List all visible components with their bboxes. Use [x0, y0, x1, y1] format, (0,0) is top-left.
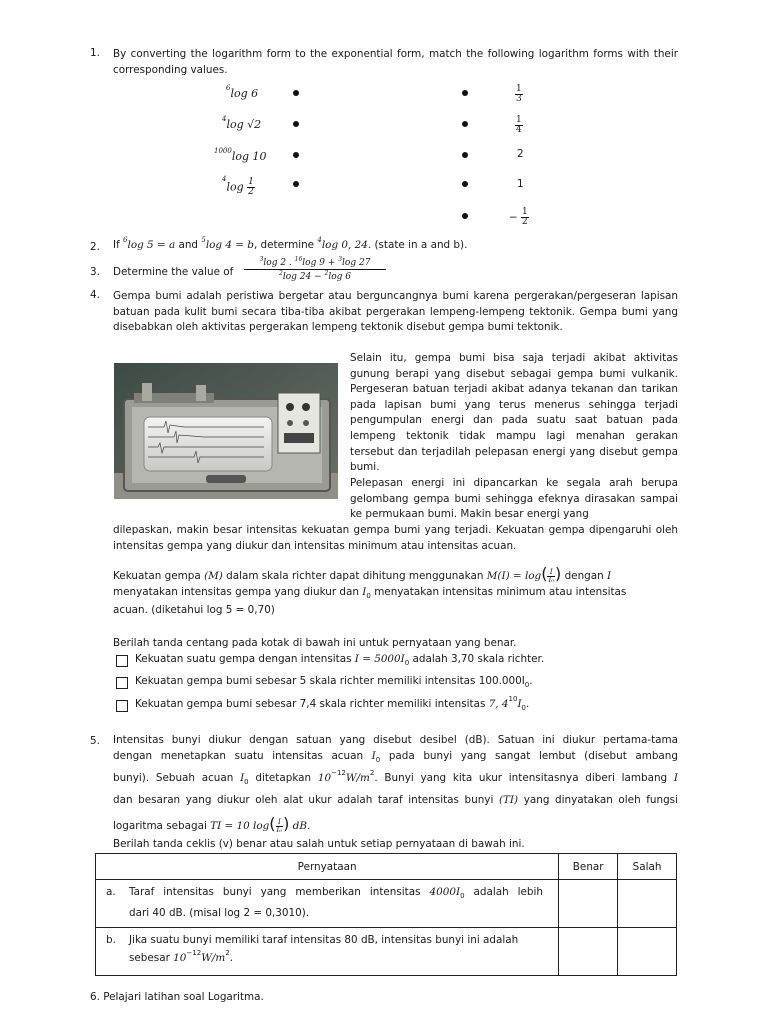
- match-dot-right-3[interactable]: [462, 152, 468, 158]
- table-row: [96, 880, 677, 928]
- benar-cell-b[interactable]: [559, 928, 618, 976]
- match-dot-right-4[interactable]: [462, 181, 468, 187]
- q1-right-5: − $\frac{1}{2}$: [509, 207, 528, 227]
- match-dot-right-1[interactable]: [462, 90, 468, 96]
- salah-cell-a[interactable]: [618, 880, 677, 928]
- q4-formula-line: Kekuatan gempa (M) dalam skala richter dapat dihitung menggunakan M(I) = log( $\frac{I}{\text{I₀}}$ ) dengan I: [113, 564, 612, 584]
- header-salah: Salah: [618, 854, 677, 880]
- seismograph-illustration: [114, 363, 338, 499]
- q5-line-3: bunyi). Sebuah acuan I0 ditetapkan $10^{-12}W/m^2$. Bunyi yang kita ukur intensitasnya diberi lambang I: [113, 769, 678, 786]
- q5-line-4: dan besaran yang diukur oleh alat ukur adalah taraf intensitas bunyi (TI) yang dinyatakan oleh fungsi: [113, 794, 678, 806]
- q1-left-1: $^6$log 6: [226, 84, 259, 100]
- q4-paragraph-2: Selain itu, gempa bumi bisa saja terjadi akibat aktivitas gunung berapi yang disebut sebagai gempa bumi vulkanik. Pergeseran batuan terjadi akibat adanya tekanan dan tarikan pada lapisan bumi yang terus menerus sehingga terjadi pengumpulan energi dan pada suatu saat batuan pada lempeng tektonik tidak mampu lagi menahan gerakan tersebut dan terjadilah pelepasan energi yang disebut gempa bumi.: [350, 352, 678, 474]
- table-row: [96, 928, 677, 976]
- q4-option-1: Kekuatan suatu gempa dengan intensitas I = 5000I0 adalah 3,70 skala richter.: [135, 653, 545, 667]
- match-dot-left-4[interactable]: [293, 181, 299, 187]
- q1-right-1: $\frac{1}{3}$: [516, 84, 522, 104]
- q1-number: 1.: [90, 47, 100, 59]
- header-pernyataan: Pernyataan: [96, 854, 559, 880]
- q4-option-3: Kekuatan gempa bumi sebesar 7,4 skala richter memiliki intensitas 7, $4^{10}I0$.: [135, 695, 530, 712]
- match-dot-right-2[interactable]: [462, 121, 468, 127]
- q1-right-3: 2: [517, 148, 524, 160]
- table-header-row: [96, 854, 677, 880]
- statement-cell-b: b. Jika suatu bunyi memiliki taraf intensitas 80 dB, intensitas bunyi ini adalah sebesar $10^{-12}W/m^2$.: [96, 928, 559, 976]
- benar-cell-a[interactable]: [559, 880, 618, 928]
- q5-table: [95, 853, 677, 976]
- q3-denominator: $^2$log 24 − $^2$log 6: [279, 270, 351, 282]
- q5-line-5: logaritma sebagai TI = 10 log( $\frac{I}{\text{I₀}}$ ) dB.: [113, 814, 311, 834]
- q1-left-3: $^{1000}$log 10: [214, 147, 267, 163]
- q1-right-2: $\frac{1}{4}$: [516, 115, 522, 135]
- q4-paragraph-1: Gempa bumi adalah peristiwa bergetar atau berguncangnya bumi karena pergerakan/pergeseran lapisan batuan pada kulit bumi secara tiba-tiba akibat pergerakan lempeng-lempeng tektonik. Gempa bumi yang disebabkan oleh aktivitas pergerakan lempeng tektonik disebut gempa bumi tektonik.: [113, 290, 678, 334]
- q3-text: Determine the value of: [113, 266, 234, 278]
- q4-checkbox-3[interactable]: [116, 700, 128, 712]
- q5-instruction: Berilah tanda ceklis (v) benar atau salah untuk setiap pernyataan di bawah ini.: [113, 838, 525, 850]
- q4-formula-line-3: acuan. (diketahui log 5 = 0,70): [113, 604, 275, 616]
- q3-number: 3.: [90, 266, 100, 278]
- match-dot-left-3[interactable]: [293, 152, 299, 158]
- seismograph-photo: [114, 363, 338, 499]
- q4-option-2: Kekuatan gempa bumi sebesar 5 skala richter memiliki intensitas 100.000I0.: [135, 675, 533, 689]
- header-benar: Benar: [559, 854, 618, 880]
- q2-text: If $^6$log 5 = a and $^5$log 4 = b, determine $^4$log 0, 24. (state in a and b).: [113, 236, 468, 251]
- q1-left-4: $^4$log $\frac{1}{2}$: [222, 175, 254, 197]
- q4-instruction: Berilah tanda centang pada kotak di bawah ini untuk pernyataan yang benar.: [113, 637, 517, 649]
- half-fraction: $\frac{1}{2}$: [248, 177, 254, 197]
- q1-text: By converting the logarithm form to the exponential form, match the following logarithm forms with their corresponding values.: [113, 48, 678, 76]
- q4-checkbox-1[interactable]: [116, 655, 128, 667]
- q4-formula-line-2: menyatakan intensitas gempa yang diukur dan I0 menyatakan intensitas minimum atau intensitas: [113, 586, 627, 600]
- q4-number: 4.: [90, 289, 100, 301]
- statement-cell-a: a. Taraf intensitas bunyi yang memberikan intensitas 4000I0 adalah lebih dari 40 dB. (misal log 2 = 0,3010).: [96, 880, 559, 928]
- q2-number: 2.: [90, 241, 100, 253]
- salah-cell-b[interactable]: [618, 928, 677, 976]
- q1-right-4: 1: [517, 178, 524, 190]
- q6-text: 6. Pelajari latihan soal Logaritma.: [90, 991, 264, 1003]
- q4-checkbox-2[interactable]: [116, 677, 128, 689]
- match-dot-right-5[interactable]: [462, 213, 468, 219]
- match-dot-left-2[interactable]: [293, 121, 299, 127]
- q5-line-1: Intensitas bunyi diukur dengan satuan yang disebut desibel (dB). Satuan ini diukur pertama-tama: [113, 734, 678, 746]
- q3-fraction: [244, 258, 386, 282]
- q3-numerator: $^3$log 2 . $^{16}$log 9 + $^3$log 27: [244, 258, 386, 270]
- match-dot-left-1[interactable]: [293, 90, 299, 96]
- q5-number: 5.: [90, 735, 100, 747]
- q5-line-2: dengan menetapkan suatu intensitas acuan I0 pada bunyi yang sangat lembut (disebut ambang: [113, 750, 678, 764]
- q1-left-2: $^4$log √2: [222, 115, 262, 131]
- q4-paragraph-3: Pelepasan energi ini dipancarkan ke segala arah berupa gelombang gempa bumi sehingga efeknya dirasakan sampai ke permukaan bumi. Makin besar energi yang: [350, 477, 678, 521]
- q4-paragraph-3-continued: dilepaskan, makin besar intensitas kekuatan gempa bumi yang terjadi. Kekuatan gempa dipengaruhi oleh intensitas gempa yang diukur dan intensitas minimum atau intensitas acuan.: [113, 524, 678, 552]
